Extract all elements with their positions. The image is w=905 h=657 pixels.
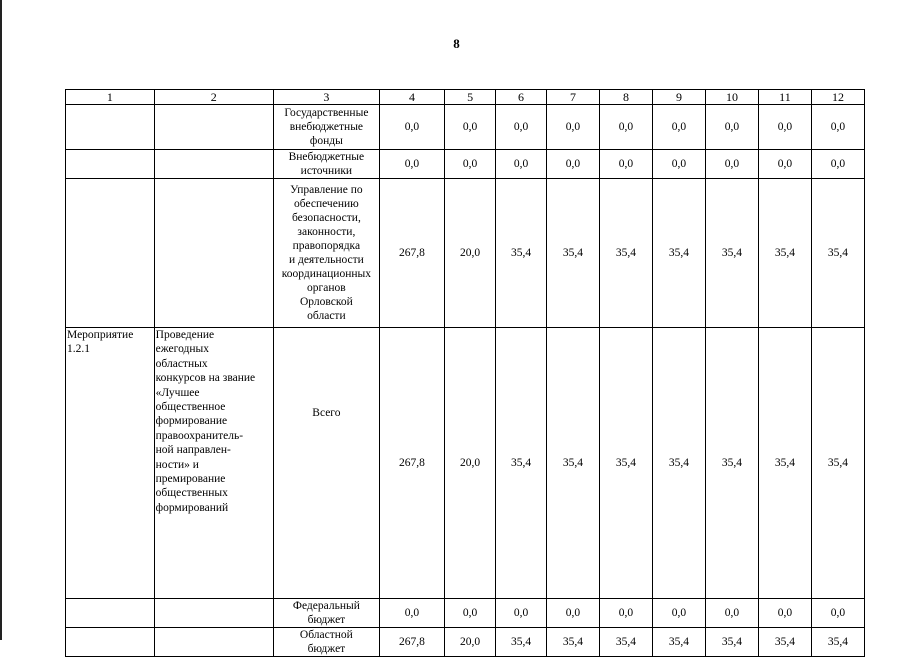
value-cell: 35,4 xyxy=(599,328,652,599)
header-cell: 6 xyxy=(496,90,547,105)
header-cell: 5 xyxy=(445,90,496,105)
funding-source-cell: Всего xyxy=(273,328,379,599)
value-cell: 0,0 xyxy=(652,105,705,150)
value-cell: 0,0 xyxy=(705,150,758,179)
value-cell: 0,0 xyxy=(652,599,705,628)
value-cell: 267,8 xyxy=(379,179,444,328)
value-cell: 35,4 xyxy=(811,328,864,599)
description-cell xyxy=(154,628,273,657)
value-cell: 0,0 xyxy=(599,599,652,628)
value-cell: 0,0 xyxy=(496,599,547,628)
funding-source-cell: Внебюджетные источники xyxy=(273,150,379,179)
value-cell: 0,0 xyxy=(379,150,444,179)
value-cell: 267,8 xyxy=(379,628,444,657)
value-cell: 0,0 xyxy=(496,105,547,150)
table-row xyxy=(66,599,865,628)
event-cell xyxy=(66,179,155,328)
description-cell xyxy=(154,150,273,179)
value-cell: 35,4 xyxy=(599,179,652,328)
value-cell: 35,4 xyxy=(652,628,705,657)
value-cell: 20,0 xyxy=(445,179,496,328)
value-cell: 35,4 xyxy=(652,179,705,328)
value-cell: 35,4 xyxy=(705,328,758,599)
value-cell: 35,4 xyxy=(811,628,864,657)
value-cell: 0,0 xyxy=(379,105,444,150)
event-cell xyxy=(66,105,155,150)
value-cell: 35,4 xyxy=(758,628,811,657)
value-cell: 0,0 xyxy=(811,105,864,150)
description-cell xyxy=(154,105,273,150)
header-cell: 8 xyxy=(599,90,652,105)
value-cell: 35,4 xyxy=(811,179,864,328)
description-cell: Проведение ежегодных областных конкурсов на звание «Лучшее общественное формирование правоохранитель- ной направлен- ности» и премирование общественных формирований xyxy=(154,328,273,599)
value-cell: 35,4 xyxy=(599,628,652,657)
value-cell: 0,0 xyxy=(758,599,811,628)
page-number: 8 xyxy=(453,36,460,51)
value-cell: 0,0 xyxy=(445,105,496,150)
event-cell xyxy=(66,628,155,657)
header-cell: 2 xyxy=(154,90,273,105)
value-cell: 0,0 xyxy=(445,599,496,628)
header-cell: 9 xyxy=(652,90,705,105)
value-cell: 0,0 xyxy=(445,150,496,179)
value-cell: 0,0 xyxy=(705,105,758,150)
value-cell: 35,4 xyxy=(547,628,600,657)
value-cell: 20,0 xyxy=(445,628,496,657)
description-cell xyxy=(154,179,273,328)
funding-source-cell: Государственные внебюджетные фонды xyxy=(273,105,379,150)
header-cell: 12 xyxy=(811,90,864,105)
value-cell: 0,0 xyxy=(758,105,811,150)
table-row xyxy=(66,150,865,179)
value-cell: 267,8 xyxy=(379,328,444,599)
funding-source-cell: Управление по обеспечению безопасности, законности, правопорядка и деятельности координационных органов Орловской области xyxy=(273,179,379,328)
funding-source-cell: Областной бюджет xyxy=(273,628,379,657)
value-cell: 35,4 xyxy=(705,628,758,657)
header-cell: 4 xyxy=(379,90,444,105)
header-cell: 10 xyxy=(705,90,758,105)
value-cell: 0,0 xyxy=(496,150,547,179)
value-cell: 35,4 xyxy=(496,328,547,599)
header-cell: 7 xyxy=(547,90,600,105)
value-cell: 0,0 xyxy=(379,599,444,628)
event-cell: Мероприятие 1.2.1 xyxy=(66,328,155,599)
description-cell xyxy=(154,599,273,628)
value-cell: 35,4 xyxy=(758,328,811,599)
table-header-row xyxy=(66,90,865,105)
funding-source-cell: Федеральный бюджет xyxy=(273,599,379,628)
event-cell xyxy=(66,599,155,628)
table-row xyxy=(66,328,865,599)
value-cell: 35,4 xyxy=(496,628,547,657)
table-row xyxy=(66,105,865,150)
table-row xyxy=(66,628,865,657)
value-cell: 35,4 xyxy=(547,179,600,328)
value-cell: 35,4 xyxy=(652,328,705,599)
table-row xyxy=(66,179,865,328)
value-cell: 0,0 xyxy=(547,150,600,179)
page-left-edge xyxy=(0,0,2,640)
value-cell: 0,0 xyxy=(705,599,758,628)
value-cell: 35,4 xyxy=(758,179,811,328)
event-cell xyxy=(66,150,155,179)
budget-table xyxy=(65,89,865,657)
value-cell: 0,0 xyxy=(758,150,811,179)
header-cell: 3 xyxy=(273,90,379,105)
value-cell: 0,0 xyxy=(811,150,864,179)
value-cell: 0,0 xyxy=(652,150,705,179)
header-cell: 11 xyxy=(758,90,811,105)
value-cell: 0,0 xyxy=(811,599,864,628)
value-cell: 35,4 xyxy=(705,179,758,328)
value-cell: 0,0 xyxy=(599,105,652,150)
value-cell: 20,0 xyxy=(445,328,496,599)
value-cell: 0,0 xyxy=(599,150,652,179)
header-cell: 1 xyxy=(66,90,155,105)
value-cell: 0,0 xyxy=(547,599,600,628)
value-cell: 0,0 xyxy=(547,105,600,150)
value-cell: 35,4 xyxy=(496,179,547,328)
value-cell: 35,4 xyxy=(547,328,600,599)
